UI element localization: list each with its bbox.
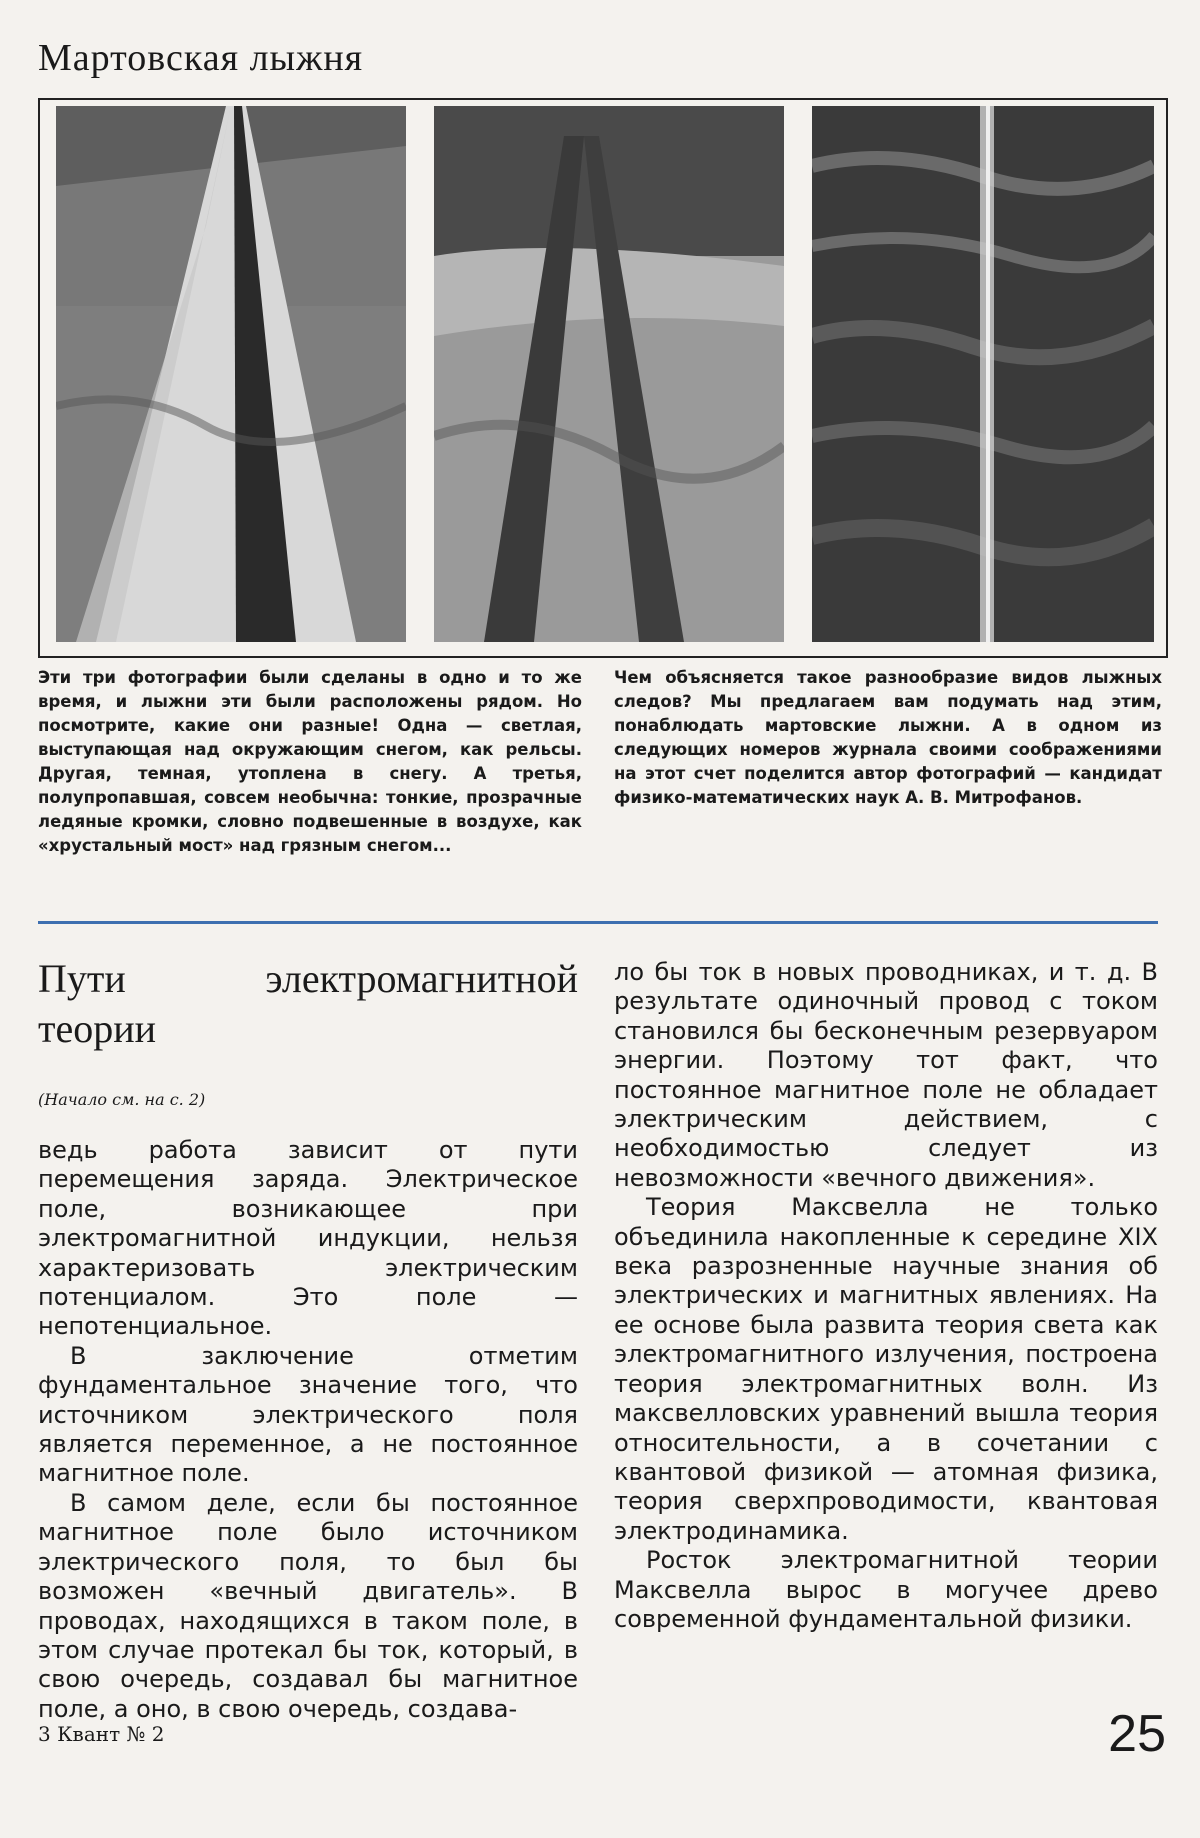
photo-frame (38, 98, 1168, 658)
page-title: Мартовская лыжня (38, 37, 364, 79)
article-title-line-2: теории (38, 1006, 157, 1051)
article-column-right (614, 958, 1158, 1634)
paragraph: Теория Максвелла не только объединила накопленные к середине XIX века разрозненные научные знания об электрических и магнитных явлениях. На ее основе была развита теория света как электромагнитного излучения, построена теория электромагнитных волн. Из максвелловских уравнений вышла теория относительности, а в сочетании с квантовой физикой — атомная физика, теория сверхпроводимости, квантовая электродинамика. (614, 1193, 1158, 1545)
paragraph: ведь работа зависит от пути перемещения заряда. Электрическое поле, возникающее при электромагнитной индукции, нельзя характеризовать электрическим потенциалом. Это поле — непотенциальное. (38, 1136, 578, 1341)
issue-footer: 3 Квант № 2 (38, 1722, 165, 1746)
continued-note: (Начало см. на с. 2) (38, 1090, 206, 1109)
article-title-line-1: Пути электромагнитной (38, 956, 578, 1001)
article-column-left (38, 1136, 578, 1724)
photo-ice-bridge-track (812, 106, 1154, 642)
paragraph: ло бы ток в новых проводниках, и т. д. В результате одиночный провод с током становился бы бесконечным резервуаром энергии. Поэтому тот факт, что постоянное магнитное поле не обладает электрическим действием, с необходимостью следует из невозможности «вечного движения». (614, 958, 1158, 1192)
paragraph: В самом деле, если бы постоянное магнитное поле было источником электрического поля, то был бы возможен «вечный двигатель». В проводах, находящихся в таком поле, в этом случае протекал бы ток, который, в свою очередь, создавал бы магнитное поле, а оно, в свою очередь, создава- (38, 1488, 578, 1723)
paragraph: Росток электромагнитной теории Максвелла вырос в могучее древо современной фундаментальной физики. (614, 1546, 1158, 1633)
caption-left: Эти три фотографии были сделаны в одно и то же время, и лыжни эти были расположены рядом. Но посмотрите, какие они разные! Одна — светлая, выступающая над окружающим снегом, как рельсы. Другая, темная, утоплена в снегу. А третья, полупропавшая, совсем необычна: тонкие, прозрачные ледяные кромки, словно подвешенные в воздухе, как «хрустальный мост» над грязным снегом... (38, 668, 582, 855)
paragraph: В заключение отметим фундаментальное значение того, что источником электрического поля является переменное, а не постоянное магнитное поле. (38, 1341, 578, 1488)
photo-dark-track (434, 106, 784, 642)
page-number: 25 (1108, 1705, 1166, 1763)
photo-light-track (56, 106, 406, 642)
section-divider (38, 921, 1158, 924)
caption-right: Чем объясняется такое разнообразие видов лыжных следов? Мы предлагаем вам подумать над этим, понаблюдать мартовские лыжни. А в одном из следующих номеров журнала своими соображениями на этот счет поделится автор фотографий — кандидат физико-математических наук А. В. Митрофанов. (614, 668, 1162, 807)
article-title (38, 954, 578, 1054)
